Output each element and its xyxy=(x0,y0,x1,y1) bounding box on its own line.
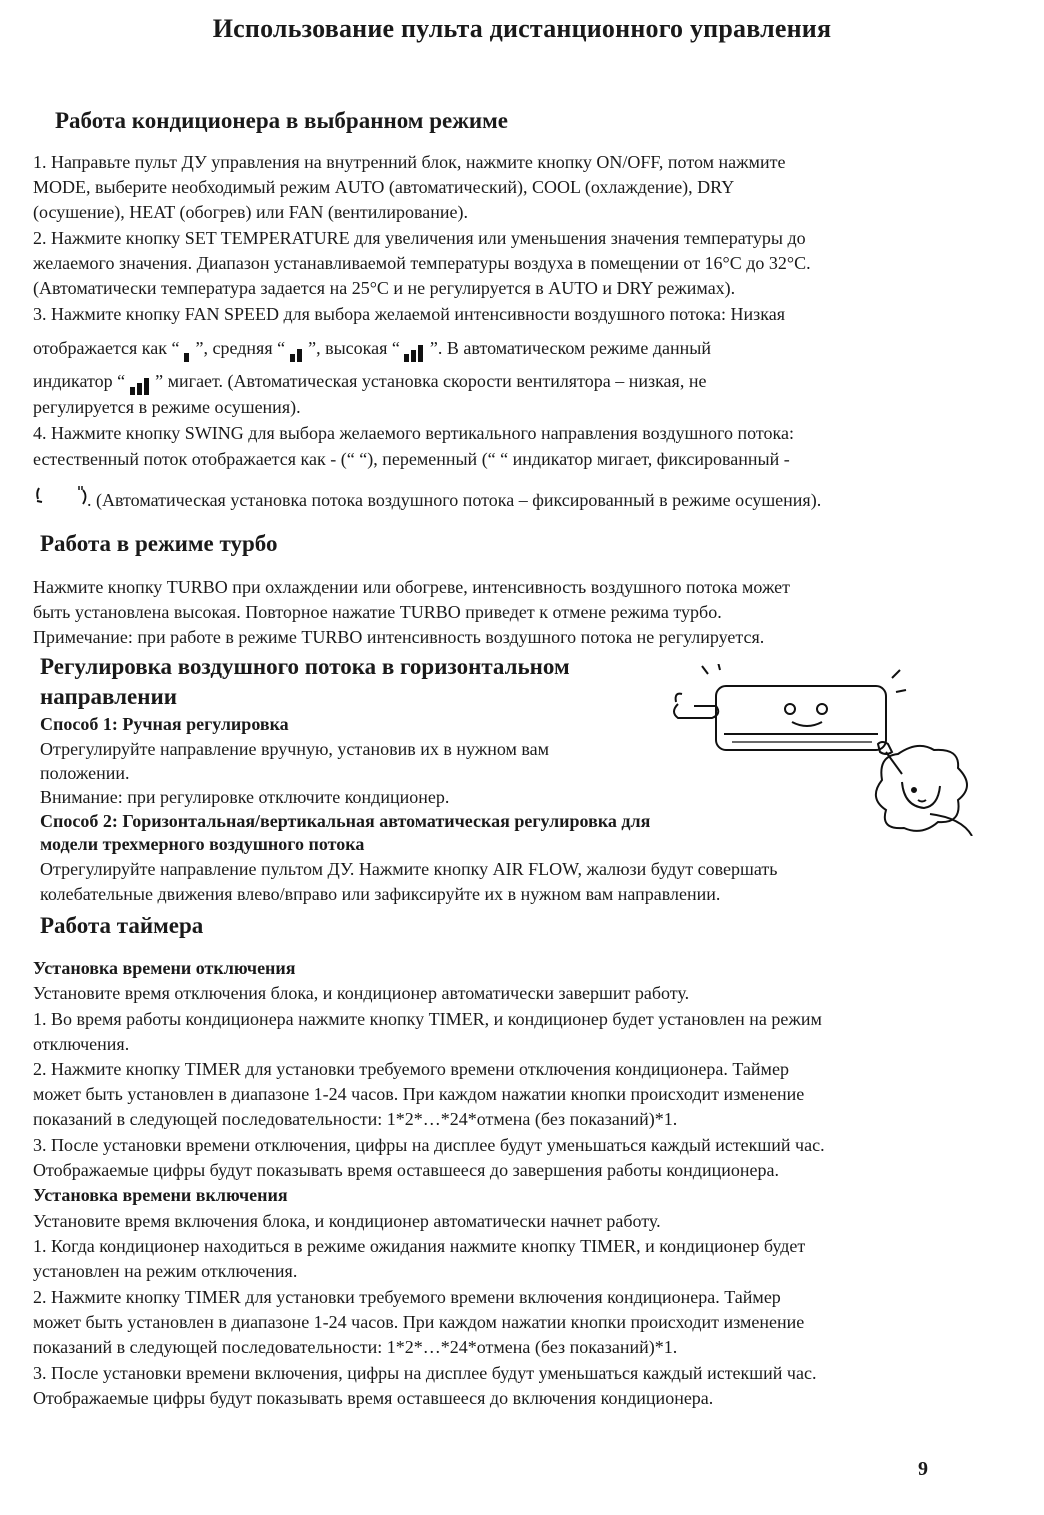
s1-line-5: желаемого значения. Диапазон устанавливаемой температуры воздуха в помещении от 16°C до 32°C. xyxy=(33,253,811,273)
s1-line-7: 3. Нажмите кнопку FAN SPEED для выбора желаемой интенсивности воздушного потока: Низкая xyxy=(33,304,785,324)
heading-timer: Работа таймера xyxy=(40,913,204,938)
s1-line-8 xyxy=(33,336,711,362)
method-1-title: Способ 1: Ручная регулировка xyxy=(40,714,289,734)
fan-low-text: отображается как “ xyxy=(33,338,180,358)
ac-adjustment-illustration xyxy=(672,664,987,836)
on-line-1: Установите время включения блока, и кондиционер автоматически начнет работу. xyxy=(33,1211,661,1231)
s1-line-11: 4. Нажмите кнопку SWING для выбора желаемого вертикального направления воздушного потока: xyxy=(33,423,794,443)
s3-line-4: Отрегулируйте направление пультом ДУ. Нажмите кнопку AIR FLOW, жалюзи будут совершать xyxy=(40,859,778,879)
off-line-2: 1. Во время работы кондиционера нажмите кнопку TIMER, и кондиционер будет установлен на режим xyxy=(33,1009,822,1029)
s1-line-13 xyxy=(33,484,821,513)
off-line-4: 2. Нажмите кнопку TIMER для установки требуемого времени отключения кондиционера. Таймер xyxy=(33,1059,789,1079)
on-line-5: может быть установлен в диапазоне 1-24 часов. При каждом нажатии кнопки происходит изменение xyxy=(33,1312,805,1332)
s3-line-1: Отрегулируйте направление вручную, установив их в нужном вам xyxy=(40,739,550,759)
off-line-1: Установите время отключения блока, и кондиционер автоматически завершит работу. xyxy=(33,983,690,1003)
off-line-8: Отображаемые цифры будут показывать время оставшееся до завершения работы кондиционера. xyxy=(33,1160,779,1180)
s1-line-6: (Автоматически температура задается на 25°C и не регулируется в AUTO и DRY режимах). xyxy=(33,278,736,298)
heading-selected-mode: Работа кондиционера в выбранном режиме xyxy=(55,108,508,133)
s1-line-3: (осушение), HEAT (обогрев) или FAN (вентилирование). xyxy=(33,202,469,222)
s3-line-2: положении. xyxy=(40,763,130,783)
fan-mid-text: ”, средняя “ xyxy=(195,338,286,358)
heading-turbo: Работа в режиме турбо xyxy=(40,531,278,556)
page-number: 9 xyxy=(918,1458,928,1480)
heading-horizontal-airflow-2: направлении xyxy=(40,684,177,709)
s1-line-12: естественный поток отображается как - (“ “), переменный (“ “ индикатор мигает, фиксированный - xyxy=(33,449,790,469)
s1-line-9 xyxy=(33,369,706,395)
method-2-title-2: модели трехмерного воздушного потока xyxy=(40,834,365,854)
off-line-6: показаний в следующей последовательности: 1*2*…*24*отмена (без показаний)*1. xyxy=(33,1109,678,1129)
s2-line-1: Нажмите кнопку TURBO при охлаждении или обогреве, интенсивность воздушного потока может xyxy=(33,577,790,597)
on-line-6: показаний в следующей последовательности: 1*2*…*24*отмена (без показаний)*1. xyxy=(33,1337,678,1357)
heading-horizontal-airflow: Регулировка воздушного потока в горизонтальном xyxy=(40,654,570,679)
on-line-7: 3. После установки времени включения, цифры на дисплее будут уменьшаться каждый истекший час. xyxy=(33,1363,817,1383)
fan-auto-text: ”. В автоматическом режиме данный xyxy=(429,338,711,358)
s2-line-2: быть установлена высокая. Повторное нажатие TURBO приведет к отмене режима турбо. xyxy=(33,602,722,622)
blinks-text: ” мигает. (Автоматическая установка скорости вентилятора – низкая, не xyxy=(155,371,707,391)
swing-auto-text: . (Автоматическая установка потока воздушного потока – фиксированный в режиме осушения). xyxy=(87,490,822,510)
page-title: Использование пульта дистанционного управления xyxy=(212,14,832,43)
fan-auto-icon xyxy=(130,370,151,395)
fan-high-text: ”, высокая “ xyxy=(308,338,400,358)
s1-line-4: 2. Нажмите кнопку SET TEMPERATURE для увеличения или уменьшения значения температуры до xyxy=(33,228,806,248)
s2-line-3: Примечание: при работе в режиме TURBO интенсивность воздушного потока не регулируется. xyxy=(33,627,765,647)
fan-high-icon xyxy=(404,337,425,362)
s1-line-1: 1. Направьте пульт ДУ управления на внутренний блок, нажмите кнопку ON/OFF, потом нажмите xyxy=(33,152,786,172)
swing-fixed-icon xyxy=(33,484,87,513)
s1-line-10: регулируется в режиме осушения). xyxy=(33,397,301,417)
indicator-text: индикатор “ xyxy=(33,371,126,391)
on-line-4: 2. Нажмите кнопку TIMER для установки требуемого времени включения кондиционера. Таймер xyxy=(33,1287,781,1307)
on-line-2: 1. Когда кондиционер находиться в режиме ожидания нажмите кнопку TIMER, и кондиционер будет xyxy=(33,1236,806,1256)
method-2-title: Способ 2: Горизонтальная/вертикальная автоматическая регулировка для xyxy=(40,811,651,831)
s3-line-3: Внимание: при регулировке отключите кондиционер. xyxy=(40,787,450,807)
timer-on-title: Установка времени включения xyxy=(33,1185,288,1205)
fan-low-icon xyxy=(184,337,191,362)
s1-line-2: MODE, выберите необходимый режим AUTO (автоматический), COOL (охлаждение), DRY xyxy=(33,177,735,197)
s3-line-5: колебательные движения влево/вправо или зафиксируйте их в нужном вам направлении. xyxy=(40,884,721,904)
on-line-3: установлен на режим отключения. xyxy=(33,1261,298,1281)
off-line-3: отключения. xyxy=(33,1034,130,1054)
timer-off-title: Установка времени отключения xyxy=(33,958,296,978)
fan-medium-icon xyxy=(290,337,304,362)
off-line-7: 3. После установки времени отключения, цифры на дисплее будут уменьшаться каждый истекший час. xyxy=(33,1135,825,1155)
on-line-8: Отображаемые цифры будут показывать время оставшееся до включения кондиционера. xyxy=(33,1388,714,1408)
off-line-5: может быть установлен в диапазоне 1-24 часов. При каждом нажатии кнопки происходит изменение xyxy=(33,1084,805,1104)
